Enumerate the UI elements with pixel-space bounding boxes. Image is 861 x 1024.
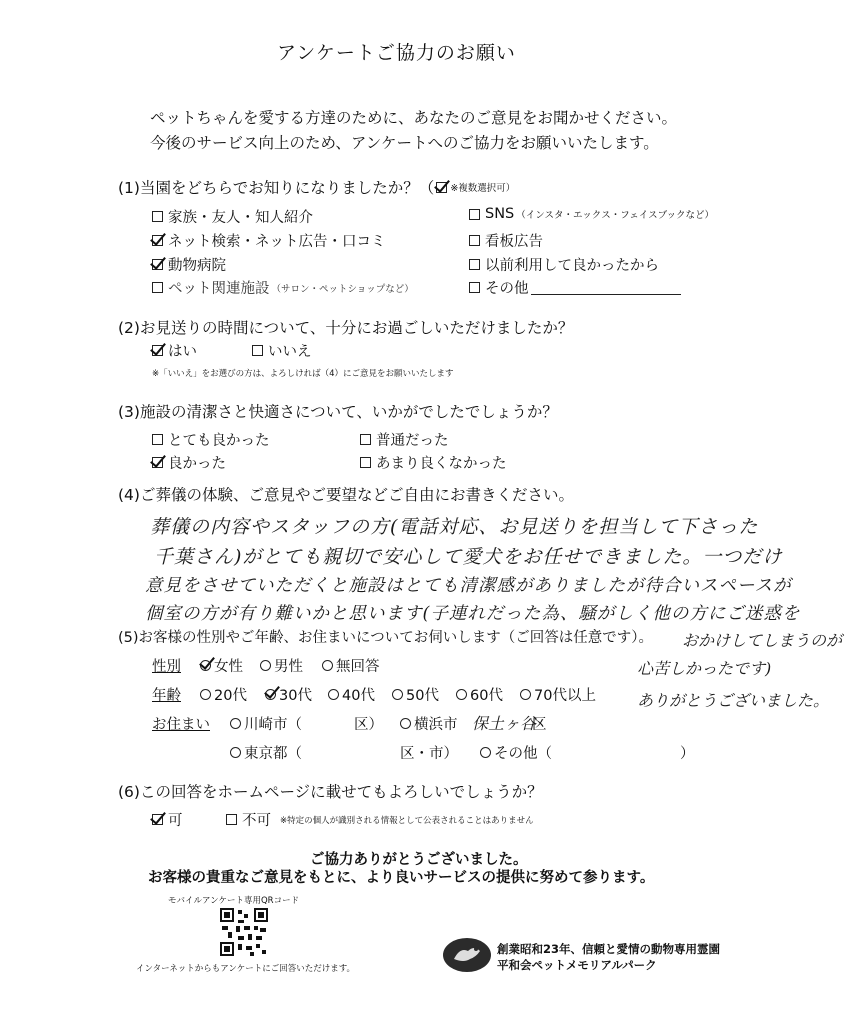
- option-label: 可: [168, 813, 183, 829]
- checkbox-icon[interactable]: [360, 457, 371, 468]
- gender-no-answer[interactable]: [322, 655, 380, 676]
- company-line-1: 創業昭和23年、信頼と愛情の動物専用霊園: [497, 942, 721, 956]
- option-label: 60代: [470, 688, 503, 704]
- option-label: その他: [485, 281, 529, 297]
- checkbox-checked-icon[interactable]: [152, 345, 163, 356]
- residence-kawasaki[interactable]: [230, 713, 302, 734]
- checkbox-checked-icon[interactable]: [152, 457, 163, 468]
- option-label: 横浜市: [414, 717, 458, 733]
- qr-caption: モバイルアンケート専用QRコード: [168, 896, 300, 906]
- option-label: 以前利用して良かったから: [485, 258, 659, 274]
- q1-option-vet[interactable]: [152, 254, 226, 275]
- checkbox-icon[interactable]: [152, 282, 163, 293]
- option-note: （サロン・ペットショップなど）: [271, 283, 414, 295]
- age-50s[interactable]: [392, 684, 439, 705]
- gender-label: 性別: [152, 659, 181, 675]
- checkbox-icon[interactable]: [469, 259, 480, 270]
- option-label: 女性: [214, 659, 243, 675]
- checkbox-icon[interactable]: [152, 434, 163, 445]
- option-label: 良かった: [168, 456, 226, 472]
- option-label: 無回答: [336, 659, 380, 675]
- age-label: 年齢: [152, 688, 181, 704]
- checkbox-icon[interactable]: [226, 814, 237, 825]
- q1-option-signboard[interactable]: [469, 230, 543, 251]
- checkbox-icon[interactable]: [360, 434, 371, 445]
- handwritten-line-1: 葬儀の内容やスタッフの方(電話対応、お見送りを担当して下さった: [150, 516, 759, 538]
- closing-line-2: お客様の貴重なご意見をもとに、より良いサービスの提供に努めて参ります。: [148, 870, 655, 886]
- other-close-paren: ）: [680, 746, 695, 762]
- option-label: 動物病院: [168, 258, 226, 274]
- q6-question: (6)この回答をホームページに載せてもよろしいでしょうか？: [118, 783, 543, 801]
- radio-icon[interactable]: [392, 689, 403, 700]
- radio-icon[interactable]: [480, 747, 491, 758]
- handwritten-line-6: 心苦しかったです): [637, 659, 772, 678]
- checkbox-icon[interactable]: [469, 282, 480, 293]
- q4-question: (4)ご葬儀の体験、ご意見やご要望などご自由にお書きください。: [118, 486, 574, 504]
- q1-option-pet-facility[interactable]: [152, 277, 414, 298]
- q1-option-net[interactable]: [152, 230, 386, 251]
- handwritten-line-4: 個室の方が有り難いかと思います(子連れだった為、騒がしく他の方にご迷惑を: [145, 604, 801, 624]
- q6-option-ok[interactable]: [152, 809, 183, 830]
- option-label: いいえ: [268, 344, 312, 360]
- q3-option-not-good[interactable]: [360, 452, 507, 473]
- handwritten-line-7: ありがとうございました。: [637, 691, 830, 710]
- option-label: ペット関連施設: [168, 281, 270, 297]
- other-blank-line[interactable]: [531, 280, 681, 295]
- q1-multi-note: ※複数選択可）: [450, 183, 516, 194]
- radio-checked-icon[interactable]: [200, 660, 211, 671]
- handwritten-line-5: おかけしてしまうのが: [682, 631, 843, 650]
- residence-label: お住まい: [152, 717, 210, 733]
- checkbox-checked-icon[interactable]: [152, 814, 163, 825]
- checkbox-checked-icon[interactable]: [152, 259, 163, 270]
- q2-question: (2)お見送りの時間について、十分にお過ごしいただけましたか？: [118, 319, 574, 337]
- q3-option-good[interactable]: [152, 452, 226, 473]
- q6-note: ※特定の個人が識別される情報として公表されることはありません: [280, 816, 534, 826]
- q6-option-ng[interactable]: [226, 809, 271, 830]
- option-label: とても良かった: [168, 433, 270, 449]
- q5-question: (5)お客様の性別やご年齢、お住まいについてお伺いします（ご回答は任意です）。: [118, 630, 653, 646]
- radio-icon[interactable]: [200, 689, 211, 700]
- kawasaki-ward-suffix: 区）: [354, 717, 383, 733]
- q1-option-family[interactable]: [152, 206, 313, 227]
- q3-option-normal[interactable]: [360, 429, 449, 450]
- radio-icon[interactable]: [520, 689, 531, 700]
- option-label: 20代: [214, 688, 247, 704]
- intro-line-2: 今後のサービス向上のため、アンケートへのご協力をお願いいたします。: [150, 134, 659, 152]
- q1-question: [118, 176, 515, 198]
- residence-yokohama[interactable]: [400, 713, 458, 734]
- age-70s-plus[interactable]: [520, 684, 596, 705]
- option-label: 不可: [242, 813, 271, 829]
- company-line-2: 平和会ペットメモリアルパーク: [497, 958, 657, 972]
- radio-checked-icon[interactable]: [265, 689, 276, 700]
- option-label: 普通だった: [376, 433, 449, 449]
- yokohama-ward-suffix: 区: [532, 717, 547, 733]
- yokohama-ward-handwritten: 保土ヶ谷: [472, 714, 537, 733]
- checkbox-icon: [436, 182, 447, 193]
- option-label: 家族・友人・知人紹介: [168, 210, 313, 226]
- q3-question: (3)施設の清潔さと快適さについて、いかがでしたでしょうか？: [118, 403, 558, 421]
- radio-icon[interactable]: [400, 718, 411, 729]
- q1-question-text: (1)当園をどちらでお知りになりましたか？（: [118, 179, 435, 197]
- age-30s[interactable]: [265, 684, 312, 705]
- company-logo-icon: [442, 937, 492, 973]
- radio-icon[interactable]: [230, 718, 241, 729]
- option-label: SNS: [485, 206, 515, 222]
- checkbox-icon[interactable]: [469, 209, 480, 220]
- q2-option-no[interactable]: [252, 340, 312, 361]
- age-60s[interactable]: [456, 684, 503, 705]
- radio-icon[interactable]: [322, 660, 333, 671]
- radio-icon[interactable]: [456, 689, 467, 700]
- q1-option-other[interactable]: [469, 277, 681, 298]
- residence-other[interactable]: [480, 742, 552, 763]
- option-label: あまり良くなかった: [376, 456, 507, 472]
- tokyo-ward-suffix: 区・市）: [400, 746, 458, 762]
- option-label: はい: [168, 344, 197, 360]
- option-label: 30代: [279, 688, 312, 704]
- page-title: アンケートご協力のお願い: [277, 42, 516, 64]
- checkbox-icon[interactable]: [469, 235, 480, 246]
- age-20s[interactable]: [200, 684, 247, 705]
- radio-icon[interactable]: [230, 747, 241, 758]
- option-label: その他（: [494, 746, 552, 762]
- option-label: 男性: [274, 659, 303, 675]
- checkbox-checked-icon[interactable]: [152, 235, 163, 246]
- handwritten-line-3: 意見をさせていただくと施設はとても清潔感がありましたが待合いスペースが: [145, 576, 792, 596]
- option-label: 川崎市（: [244, 717, 302, 733]
- checkbox-icon[interactable]: [252, 345, 263, 356]
- checkbox-icon[interactable]: [152, 211, 163, 222]
- gender-male[interactable]: [260, 655, 303, 676]
- q1-option-sns[interactable]: [469, 206, 714, 222]
- q3-option-very-good[interactable]: [152, 429, 270, 450]
- option-label: 50代: [406, 688, 439, 704]
- option-label: 40代: [342, 688, 375, 704]
- intro-line-1: ペットちゃんを愛する方達のために、あなたのご意見をお聞かせください。: [150, 109, 678, 127]
- q2-option-yes[interactable]: [152, 340, 197, 361]
- option-label: 看板広告: [485, 234, 543, 250]
- option-note: （インスタ・エックス・フェイスブックなど）: [516, 210, 714, 221]
- q1-option-repeat[interactable]: [469, 254, 659, 275]
- residence-tokyo[interactable]: [230, 742, 302, 763]
- handwritten-line-2: 千葉さん)がとても親切で安心して愛犬をお任せできました。一つだけ: [154, 546, 783, 568]
- option-label: 70代以上: [534, 688, 596, 704]
- qr-code-icon[interactable]: [220, 908, 268, 956]
- radio-icon[interactable]: [328, 689, 339, 700]
- q2-note: ※「いいえ」をお選びの方は、よろしければ（4）にご意見をお願いいたします: [152, 369, 454, 379]
- option-label: 東京都（: [244, 746, 302, 762]
- radio-icon[interactable]: [260, 660, 271, 671]
- qr-note: インターネットからもアンケートにご回答いただけます。: [136, 964, 356, 974]
- closing-line-1: ご協力ありがとうございました。: [310, 852, 528, 868]
- gender-female[interactable]: [200, 655, 243, 676]
- option-label: ネット検索・ネット広告・口コミ: [168, 234, 386, 250]
- age-40s[interactable]: [328, 684, 375, 705]
